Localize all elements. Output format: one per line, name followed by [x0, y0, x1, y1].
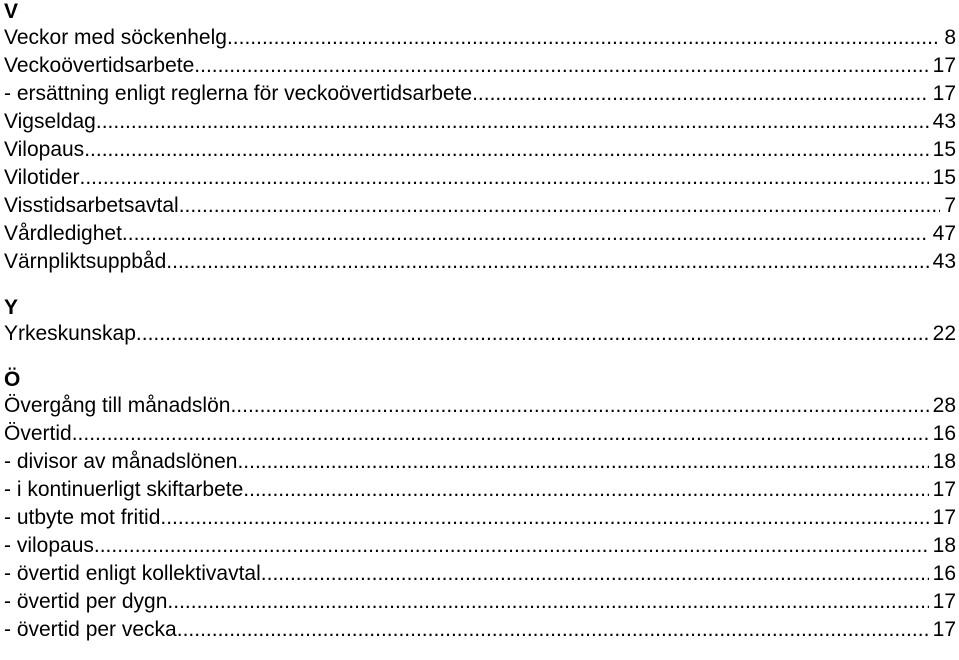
- entry-term: Visstidsarbetsavtal: [4, 194, 179, 217]
- index-entry: [4, 476, 956, 504]
- entry-term: - utbyte mot fritid: [4, 506, 161, 529]
- index-entry: [4, 164, 956, 192]
- dot-leader: [84, 136, 928, 164]
- entry-term: - övertid per vecka: [4, 618, 177, 641]
- entry-term: Vigseldag: [4, 110, 96, 133]
- index-entry: [4, 24, 956, 52]
- entry-page: 17: [932, 54, 956, 77]
- index-entry: [4, 136, 956, 164]
- entry-page: 16: [932, 422, 956, 445]
- entry-page: 15: [932, 166, 956, 189]
- dot-leader: [160, 504, 928, 532]
- dot-leader: [80, 164, 929, 192]
- index-entry: [4, 588, 956, 616]
- index-section-v: [4, 0, 956, 276]
- entry-page: 17: [932, 618, 956, 641]
- entry-term: Vilotider: [4, 166, 80, 189]
- dot-leader: [136, 320, 929, 348]
- index-entry: [4, 420, 956, 448]
- dot-leader: [94, 532, 929, 560]
- entry-page: 8: [944, 26, 956, 49]
- dot-leader: [96, 108, 929, 136]
- entry-term: - divisor av månadslönen: [4, 450, 238, 473]
- index-entry: [4, 108, 956, 136]
- section-spacer: [4, 276, 956, 296]
- index-entry: [4, 504, 956, 532]
- entry-term: - i kontinuerligt skiftarbete: [4, 478, 244, 501]
- dot-leader: [237, 448, 928, 476]
- dot-leader: [72, 420, 929, 448]
- index-entry: [4, 616, 956, 644]
- dot-leader: [179, 192, 941, 220]
- dot-leader: [243, 476, 928, 504]
- entry-term: Yrkeskunskap: [4, 322, 136, 345]
- entry-term: - övertid per dygn: [4, 590, 168, 613]
- entry-term: Värnpliktsuppbåd: [4, 250, 167, 273]
- entry-page: 28: [932, 394, 956, 417]
- entry-term: Övertid: [4, 422, 72, 445]
- entry-term: - ersättning enligt reglerna för veckoövertidsarbete: [4, 82, 473, 105]
- index-entry: [4, 220, 956, 248]
- section-letter: Y: [4, 296, 19, 319]
- dot-leader: [122, 220, 929, 248]
- entry-page: 17: [932, 590, 956, 613]
- index-section-o-umlaut: [4, 368, 956, 644]
- section-letter: Ö: [4, 368, 21, 391]
- entry-page: 18: [932, 450, 956, 473]
- entry-page: 15: [932, 138, 956, 161]
- entry-page: 47: [932, 222, 956, 245]
- dot-leader: [177, 616, 929, 644]
- entry-page: 16: [932, 562, 956, 585]
- entry-term: - övertid enligt kollektivavtal: [4, 562, 261, 585]
- index-entry: [4, 560, 956, 588]
- entry-page: 7: [944, 194, 956, 217]
- index-entry: [4, 392, 956, 420]
- dot-leader: [261, 560, 929, 588]
- entry-term: Vilopaus: [4, 138, 85, 161]
- entry-term: - vilopaus: [4, 534, 94, 557]
- dot-leader: [227, 24, 940, 52]
- entry-term: Veckoövertidsarbete: [4, 54, 195, 77]
- dot-leader: [194, 52, 928, 80]
- entry-page: 18: [932, 534, 956, 557]
- entry-page: 43: [932, 250, 956, 273]
- section-spacer: [4, 348, 956, 368]
- index-entry: [4, 448, 956, 476]
- index-section-y: [4, 296, 956, 348]
- entry-page: 22: [932, 322, 956, 345]
- entry-page: 43: [932, 110, 956, 133]
- dot-leader: [166, 248, 928, 276]
- dot-leader: [230, 392, 928, 420]
- index-entry: [4, 80, 956, 108]
- index-entry: [4, 192, 956, 220]
- entry-term: Övergång till månadslön: [4, 394, 231, 417]
- entry-term: Veckor med söckenhelg: [4, 26, 227, 49]
- index-entry: [4, 320, 956, 348]
- entry-page: 17: [932, 506, 956, 529]
- index-entry: [4, 52, 956, 80]
- dot-leader: [167, 588, 928, 616]
- alphabetical-index: [4, 0, 956, 644]
- section-letter: V: [4, 0, 19, 23]
- entry-page: 17: [932, 82, 956, 105]
- index-entry: [4, 532, 956, 560]
- dot-leader: [472, 80, 929, 108]
- entry-page: 17: [932, 478, 956, 501]
- entry-term: Vårdledighet: [4, 222, 122, 245]
- index-entry: [4, 248, 956, 276]
